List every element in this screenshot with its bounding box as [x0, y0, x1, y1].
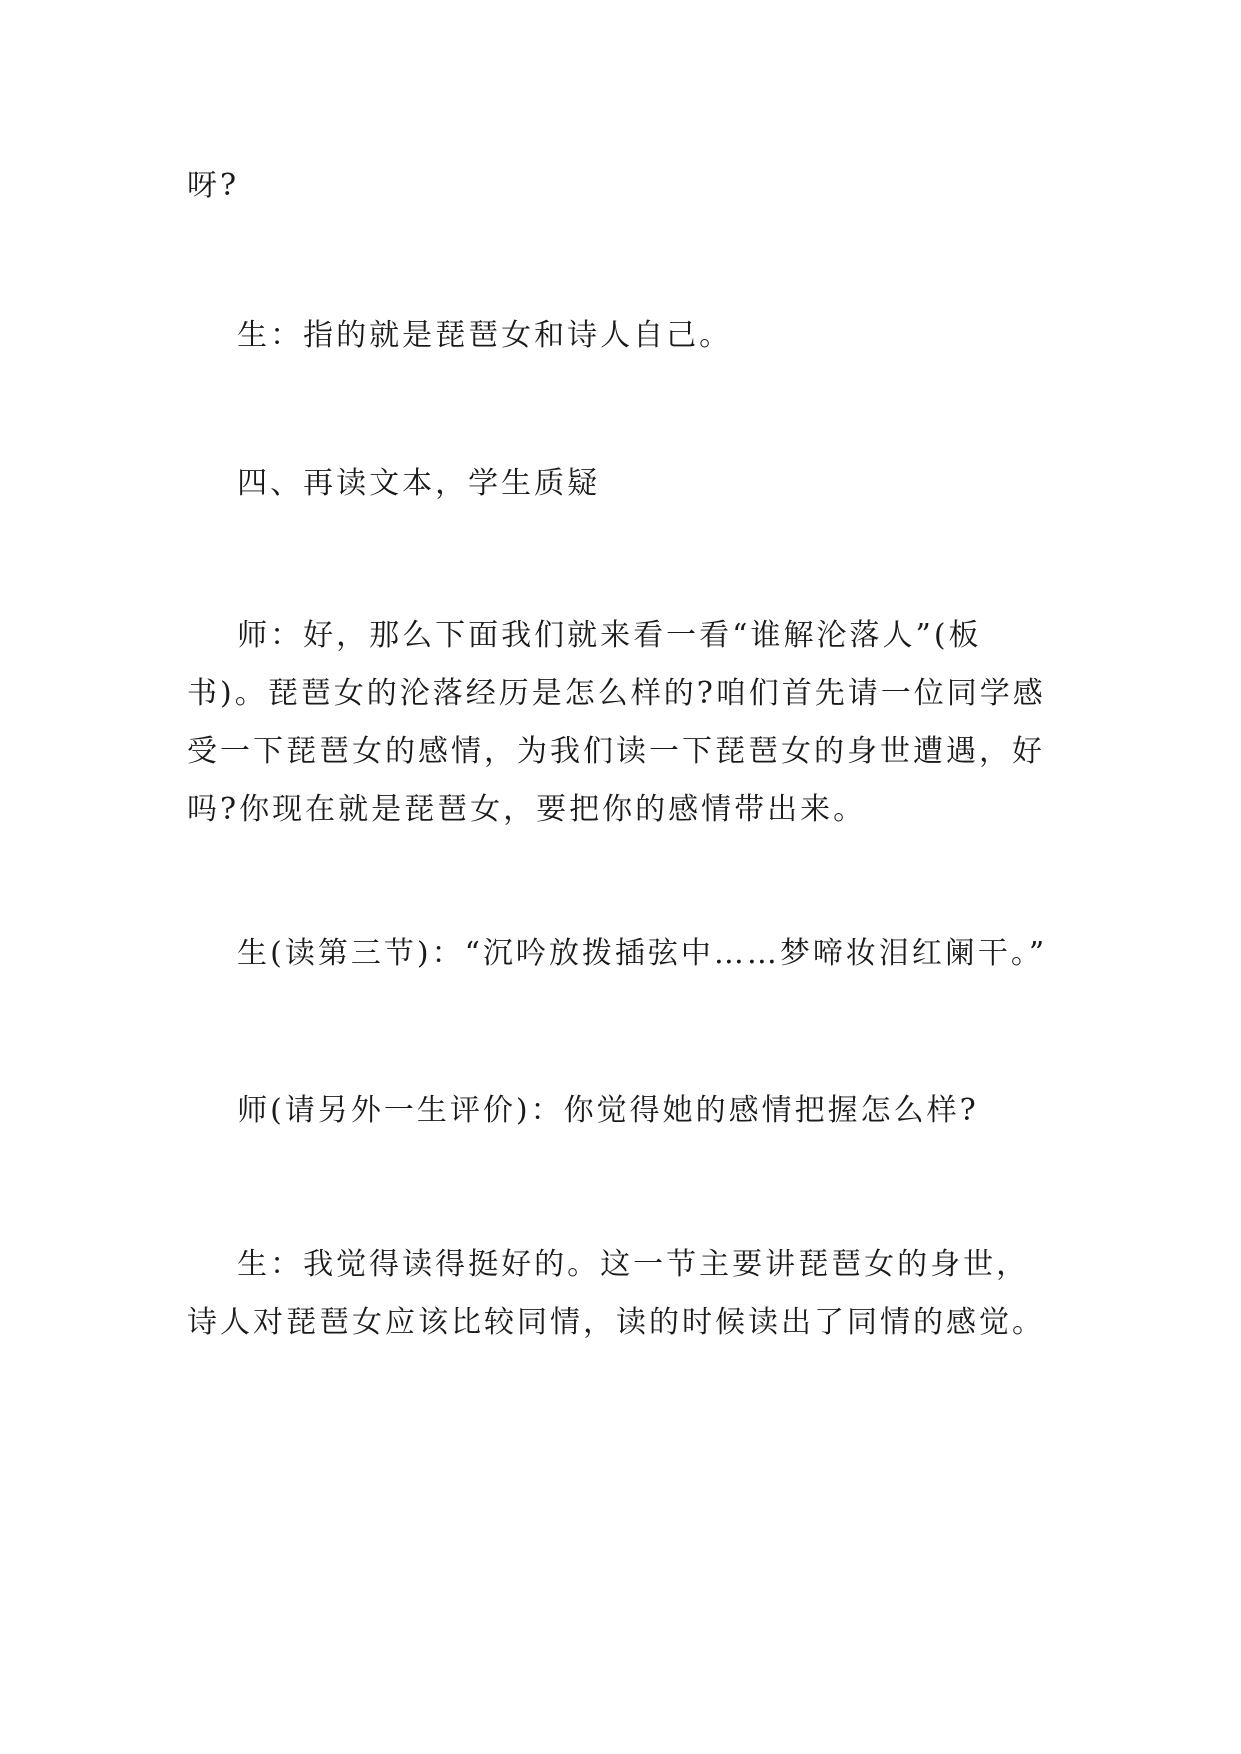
- paragraph-teacher-1: 师：好，那么下面我们就来看一看“谁解沦落人”(板书)。琵琶女的沦落经历是怎么样的?咱们首先请一位同学感受一下琵琶女的感情，为我们读一下琵琶女的身世遭遇，好吗?你现在就是琵琶女，要把你的感情带出来。: [187, 618, 1046, 827]
- paragraph-student-answer-1: 生：指的就是琵琶女和诗人自己。: [187, 318, 733, 353]
- paragraph-continuation: 呀?: [187, 168, 240, 203]
- paragraph-teacher-2: 师(请另外一生评价)：你觉得她的感情把握怎么样?: [187, 1093, 979, 1128]
- section-heading: 四、再读文本，学生质疑: [187, 466, 601, 501]
- paragraph-student-reading: 生(读第三节)：“沉吟放拨插弦中……梦啼妆泪红阑干。”: [187, 936, 1048, 971]
- paragraph-student-answer-2: 生：我觉得读得挺好的。这一节主要讲琵琶女的身世，诗人对琵琶女应该比较同情，读的时候读出了同情的感觉。: [187, 1247, 1045, 1340]
